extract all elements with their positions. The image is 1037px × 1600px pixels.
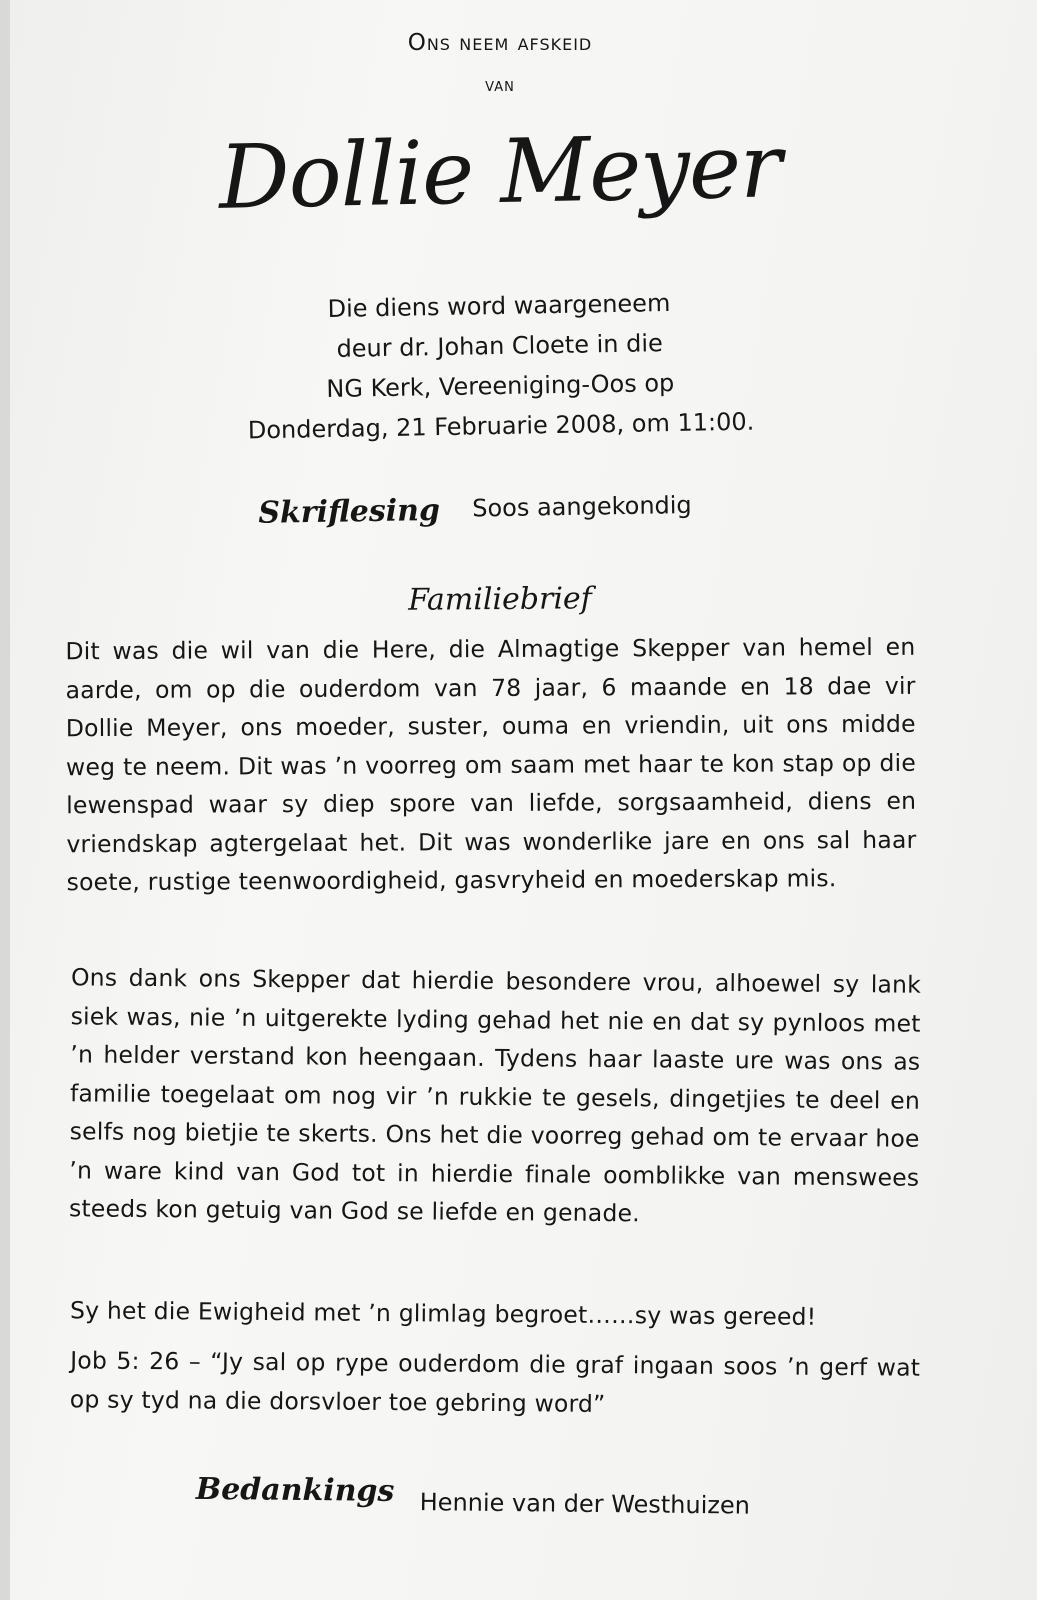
service-line: Donderdag, 21 Februarie 2008, om 11:00. (247, 407, 755, 445)
bedankings-value: Hennie van der Westhuizen (419, 1488, 751, 1520)
farewell-heading: Ons neem afskeid (407, 30, 593, 56)
farewell-van: van (485, 74, 515, 96)
skriflesing-row (10, 484, 990, 531)
funeral-program-page (10, 0, 1037, 1600)
service-line: deur dr. Johan Cloete in die (336, 329, 663, 363)
bedankings-row (10, 1470, 990, 1520)
familiebrief-paragraph: Dit was die wil van die Here, die Almagtige Skepper van hemel en aarde, om op die ouderdom van 78 jaar, 6 maande en 18 dae vir Dollie Meyer, ons moeder, suster, ouma en vriendin, uit ons midde weg te neem. Dit was ’n voorreg om saam met haar te kon stap op die lewenspad waar sy diep spore van liefde, sorgsaamheid, diens en vriendskap agtergelaat het. Dit was wonderlike jare en ons sal haar soete, rustige teenwoordigheid, gasvryheid en moederskap mis. (65, 632, 917, 897)
deceased-name: Dollie Meyer (217, 114, 783, 229)
familiebrief-paragraph: Ons dank ons Skepper dat hierdie besondere vrou, alhoewel sy lank siek was, nie ’n uitgerekte lyding gehad het nie en dat sy pynloos met ’n helder verstand kon heengaan. Tydens haar laaste ure was ons as familie toegelaat om nog vir ’n rukkie te gesels, dingetjies te deel en selfs nog bietjie te skerts. Ons het die voorreg gehad om te ervaar hoe ’n ware kind van God tot in hierdie finale oomblikke van menswees steeds kon getuig van God se liefde en genade. (68, 963, 922, 1228)
service-details (9, 277, 992, 454)
service-line: Die diens word waargeneem (327, 289, 671, 323)
scripture-quote: Job 5: 26 – “Jy sal op rype ouderdom die graf ingaan soos ’n gerf wat op sy tyd na die dorsvloer toe gebring word” (69, 1346, 921, 1418)
skriflesing-value: Soos aangekondig (472, 490, 692, 523)
bedankings-label: Bedankings (195, 1471, 395, 1509)
familiebrief-paragraph: Sy het die Ewigheid met ’n glimlag begroet……sy was gereed! (69, 1296, 817, 1331)
familiebrief-heading: Familiebrief (408, 581, 592, 618)
service-line: NG Kerk, Vereeniging-Oos op (326, 368, 675, 404)
skriflesing-label: Skriflesing (258, 492, 441, 531)
